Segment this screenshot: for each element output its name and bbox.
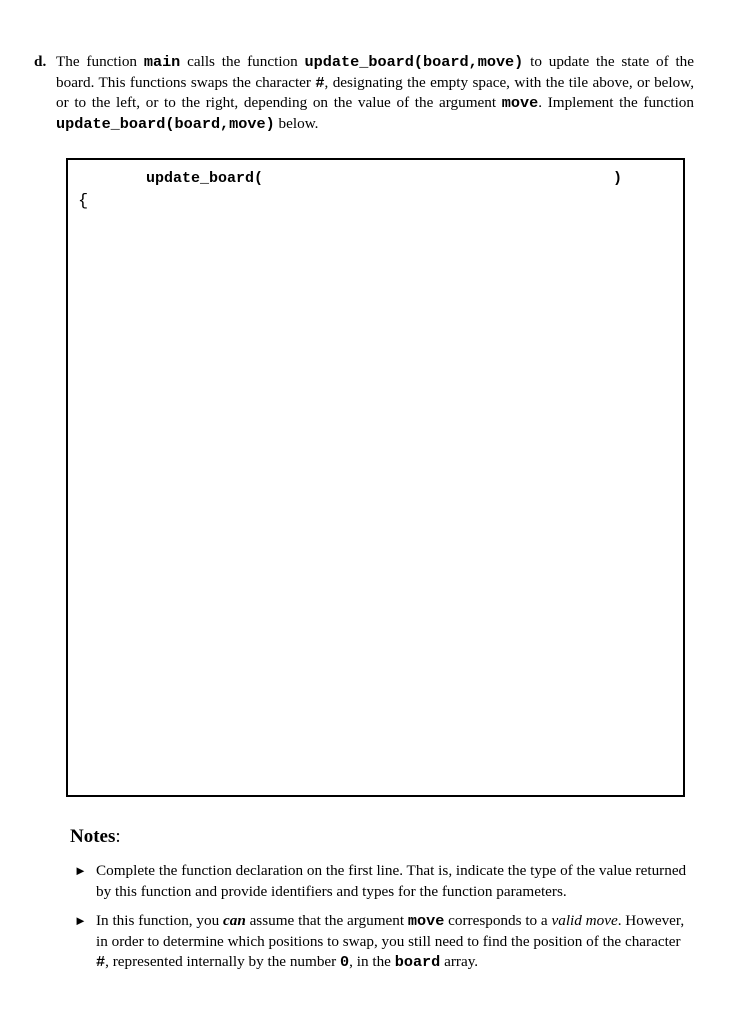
opening-brace: { bbox=[78, 192, 89, 211]
emphasis-can: can bbox=[222, 912, 246, 929]
notes-title: Notes bbox=[70, 826, 116, 847]
question-text-part: . Implement the function bbox=[538, 94, 694, 111]
list-item bbox=[74, 861, 694, 902]
list-item bbox=[74, 911, 694, 973]
code-hash: # bbox=[96, 953, 106, 971]
note-text: In this function, you bbox=[96, 912, 220, 929]
notes-colon: : bbox=[115, 826, 121, 847]
note-text: , represented internally by the number bbox=[105, 953, 337, 970]
code-update-board-call: update_board(board,move) bbox=[304, 53, 524, 71]
note-text: . However, in order to determine which positions to swap, you still need to find the position of the character bbox=[96, 912, 685, 950]
note-text: , in the bbox=[349, 953, 391, 970]
triangle-bullet-icon: ► bbox=[74, 913, 87, 928]
question-label: d. bbox=[34, 53, 47, 70]
question-text-part: to update the state of the board. This functions swaps the character bbox=[56, 53, 695, 91]
notes-list bbox=[74, 861, 694, 982]
question-d bbox=[34, 52, 694, 134]
question-text bbox=[56, 52, 694, 134]
note-text: corresponds to a bbox=[448, 912, 548, 929]
notes-heading bbox=[70, 826, 121, 848]
note-text: Complete the function declaration on the first line. That is, indicate the type of the value returned by this function and provide identifiers and types for the function parameters. bbox=[96, 862, 687, 900]
question-text-part: The function bbox=[56, 53, 138, 70]
code-move: move bbox=[407, 912, 445, 930]
question-text-part: calls the function bbox=[187, 53, 298, 70]
closing-parenthesis: ) bbox=[613, 170, 623, 187]
code-main: main bbox=[143, 53, 181, 71]
triangle-bullet-icon: ► bbox=[74, 863, 87, 878]
question-text-part: , designating the empty space, with the tile above, or below, or to the left, or to the right, depending on the value of the argument bbox=[56, 73, 695, 111]
code-zero: 0 bbox=[340, 953, 350, 971]
code-update-board-call-2: update_board(board,move) bbox=[56, 114, 275, 133]
emphasis-valid-move: valid move bbox=[551, 912, 618, 929]
note-text: assume that the argument bbox=[249, 912, 405, 929]
code-move: move bbox=[501, 94, 539, 112]
note-text: array. bbox=[444, 953, 479, 970]
code-hash: # bbox=[315, 73, 325, 92]
function-signature: update_board( bbox=[146, 170, 264, 187]
code-board: board bbox=[394, 953, 441, 971]
question-text-part: below. bbox=[278, 114, 319, 132]
answer-box[interactable] bbox=[66, 158, 685, 797]
